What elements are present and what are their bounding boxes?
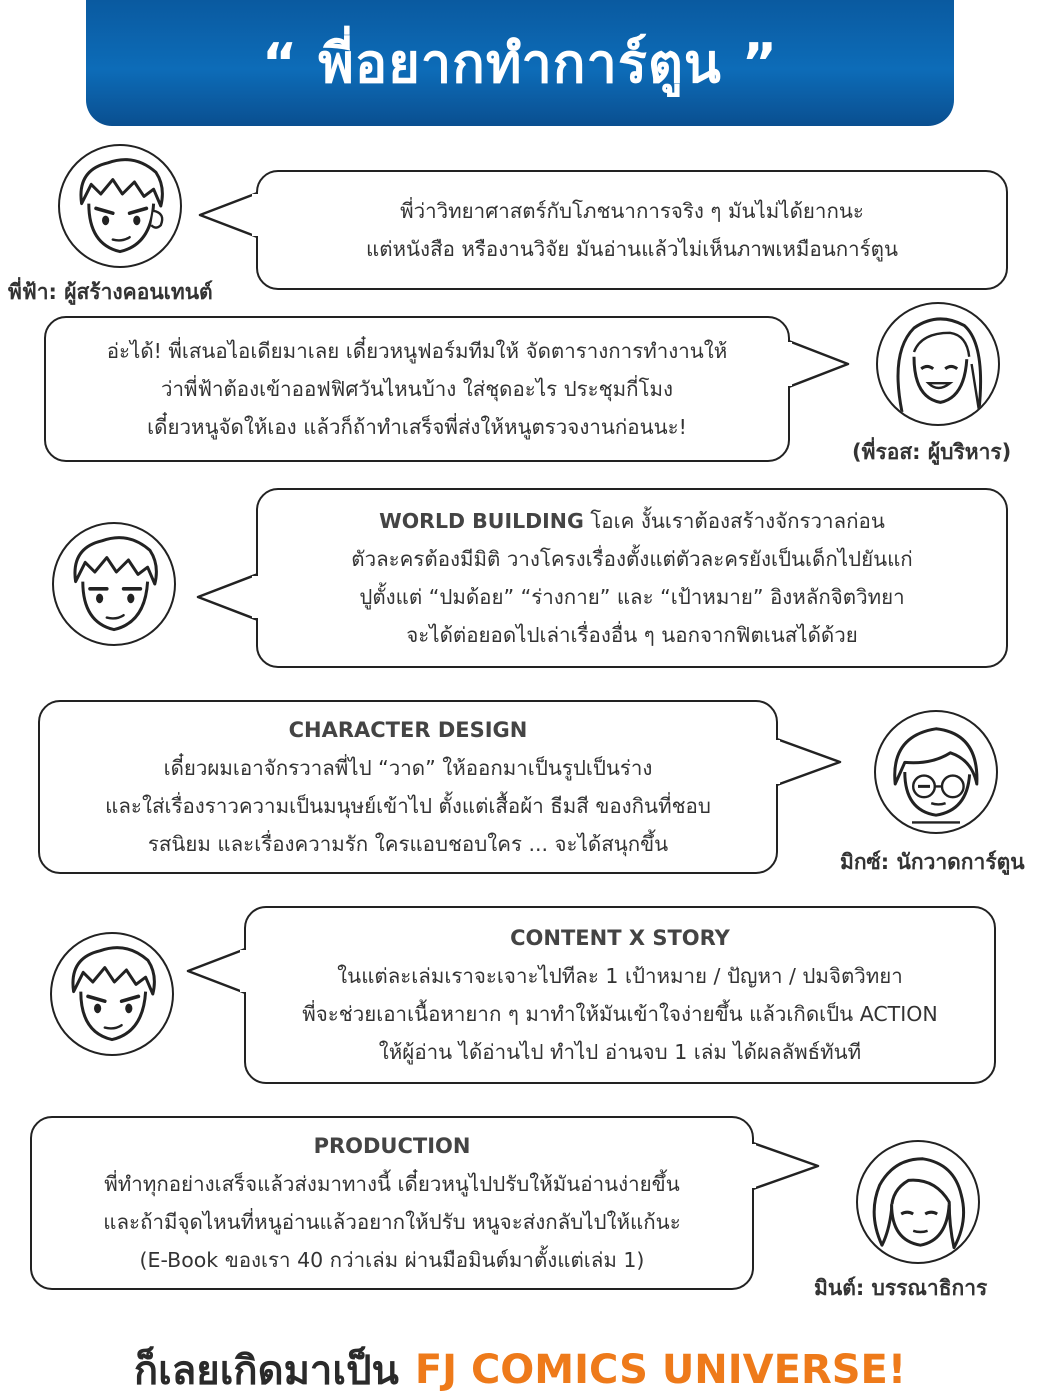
- section-heading: CONTENT X STORY: [510, 926, 730, 950]
- speech-line: พี่ทำทุกอย่างเสร็จแล้วส่งมาทางนี้ เดี๋ยวหนูไปปรับให้มันอ่านง่ายขึ้น: [104, 1172, 680, 1196]
- speech-line: แต่หนังสือ หรืองานวิจัย มันอ่านแล้วไม่เห็นภาพเหมือนการ์ตูน: [366, 237, 898, 261]
- avatar-mix: [874, 710, 998, 834]
- speech-bubble: [244, 906, 996, 1084]
- speech-line: เดี๋ยวผมเอาจักรวาลพี่ไป “วาด” ให้ออกมาเป็นรูปเป็นร่าง: [163, 756, 653, 780]
- cartoon-man-face-icon: [54, 524, 174, 644]
- speech-text: โอเค งั้นเราต้องสร้างจักรวาลก่อน: [583, 509, 885, 533]
- speech-bubble: [44, 316, 790, 462]
- title-banner: [86, 0, 954, 126]
- speech-line: จะได้ต่อยอดไปเล่าเรื่องอื่น ๆ นอกจากฟิตเนสได้ด้วย: [406, 623, 858, 647]
- tail-joint: [252, 194, 264, 236]
- cartoon-man-face-icon: [60, 146, 180, 266]
- tail-joint: [240, 950, 252, 992]
- speech-bubble-tail: [772, 736, 842, 788]
- avatar-mint: [856, 1140, 980, 1264]
- speech-line: เดี๋ยวหนูจัดให้เอง แล้วก็ถ้าทำเสร็จพี่ส่งให้หนูตรวจงานก่อนนะ!: [147, 415, 687, 439]
- section-heading: PRODUCTION: [313, 1134, 471, 1158]
- speaker-caption: (พี่รอส: ผู้บริหาร): [852, 440, 1012, 464]
- speech-bubble: [38, 700, 778, 874]
- tail-joint: [252, 576, 264, 618]
- footer-tagline: [0, 1340, 1040, 1400]
- speech-line: พี่ว่าวิทยาศาสตร์กับโภชนาการจริง ๆ มันไม่ได้ยากนะ: [400, 199, 864, 223]
- tail-joint: [744, 1144, 756, 1188]
- speaker-caption: มิกซ์: นักวาดการ์ตูน: [840, 850, 1025, 874]
- avatar-fah: [52, 522, 176, 646]
- speech-line: ให้ผู้อ่าน ได้อ่านไป ทำไป อ่านจบ 1 เล่ม ได้ผลลัพธ์ทันที: [378, 1040, 862, 1064]
- cartoon-woman-face-icon: [878, 304, 998, 424]
- speech-line: อ่ะได้! พี่เสนอไอเดียมาเลย เดี๋ยวหนูฟอร์มทีมให้ จัดตารางการทำงานให้: [106, 339, 728, 363]
- cartoon-boy-glasses-face-icon: [876, 712, 996, 832]
- page-title: “ พี่อยากทำการ์ตูน ”: [261, 32, 779, 95]
- section-heading: CHARACTER DESIGN: [288, 718, 528, 742]
- speech-bubble-tail: [748, 1140, 820, 1192]
- brand-name: FJ COMICS UNIVERSE!: [414, 1347, 907, 1393]
- avatar-fah: [50, 932, 174, 1056]
- cartoon-man-face-icon: [52, 934, 172, 1054]
- speech-bubble-tail: [196, 572, 260, 622]
- speech-line: และถ้ามีจุดไหนที่หนูอ่านแล้วอยากให้ปรับ หนูจะส่งกลับไปให้แก้นะ: [103, 1210, 681, 1234]
- avatar-fah: [58, 144, 182, 268]
- section-heading: WORLD BUILDING: [379, 509, 584, 533]
- speaker-caption: มินต์: บรรณาธิการ: [814, 1276, 988, 1300]
- speech-line: ปูตั้งแต่ “ปมด้อย” “ร่างกาย” และ “เป้าหมาย” อิงหลักจิตวิทยา: [359, 585, 905, 609]
- speech-line: ในแต่ละเล่มเราจะเจาะไปทีละ 1 เป้าหมาย / ปัญหา / ปมจิตวิทยา: [337, 964, 903, 988]
- speech-line: (E-Book ของเรา 40 กว่าเล่ม ผ่านมือมินต์มาตั้งแต่เล่ม 1): [139, 1248, 645, 1272]
- speech-line: พี่จะช่วยเอาเนื้อหายาก ๆ มาทำให้มันเข้าใจง่ายขึ้น แล้วเกิดเป็น ACTION: [302, 1002, 938, 1026]
- speech-bubble: [256, 170, 1008, 290]
- speech-line: และใส่เรื่องราวความเป็นมนุษย์เข้าไป ตั้งแต่เสื้อผ้า ธีมสี ของกินที่ชอบ: [105, 794, 711, 818]
- speech-line: รสนิยม และเรื่องความรัก ใครแอบชอบใคร ... จะได้สนุกขึ้น: [147, 832, 669, 856]
- speech-bubble: [30, 1116, 754, 1290]
- avatar-ross: [876, 302, 1000, 426]
- cartoon-woman-wavy-hair-face-icon: [858, 1142, 978, 1262]
- speech-line: ตัวละครต้องมีมิติ วางโครงเรื่องตั้งแต่ตัวละครยังเป็นเด็กไปยันแก่: [351, 547, 913, 571]
- speech-bubble-tail: [784, 338, 850, 390]
- footer-lead: ก็เลยเกิดมาเป็น: [133, 1348, 399, 1394]
- speech-line: [379, 502, 885, 540]
- speech-bubble: [256, 488, 1008, 668]
- tail-joint: [768, 740, 780, 784]
- speaker-caption: พี่ฟ้า: ผู้สร้างคอนเทนต์: [8, 280, 213, 304]
- speech-line: ว่าพี่ฟ้าต้องเข้าออฟฟิศวันไหนบ้าง ใส่ชุดอะไร ประชุมกี่โมง: [160, 377, 674, 401]
- tail-joint: [780, 342, 792, 386]
